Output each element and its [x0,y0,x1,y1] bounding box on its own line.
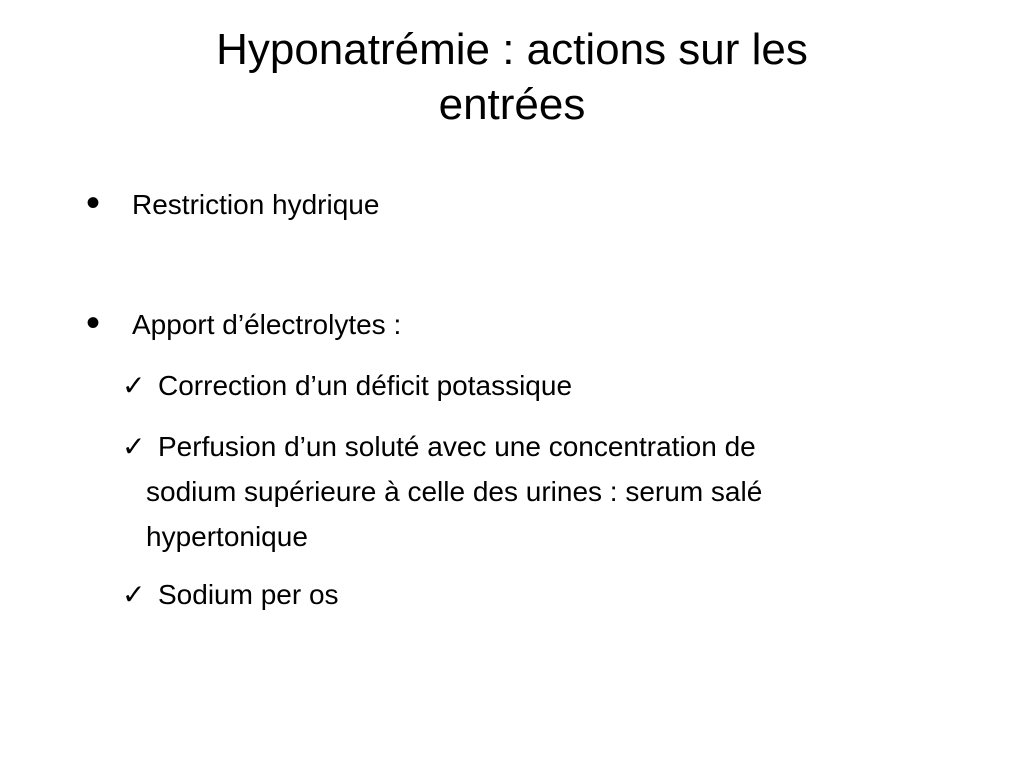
sub-item-text-line-3: hypertonique [146,521,308,552]
slide-title [112,22,912,132]
bullet-dot-icon: • [86,301,101,345]
checkmark-icon: ✓ [122,579,146,610]
bullet-text: Restriction hydrique [132,189,380,220]
sub-item-text-line-2: sodium supérieure à celle des urines : serum salé [146,476,763,507]
checkmark-icon: ✓ [122,370,146,401]
checkmark-icon: ✓ [122,431,146,462]
bullet-text: Apport d’électrolytes : [132,309,402,340]
bullet-restriction-hydrique [86,181,380,225]
sub-item-text-line-1: Perfusion d’un soluté avec une concentration de [158,431,756,462]
title-line-1: Hyponatrémie : actions sur les [216,25,808,74]
sub-item-text: Correction d’un déficit potassique [158,370,573,401]
sub-item-text: Sodium per os [158,579,339,610]
bullet-apport-electrolytes [86,301,402,345]
sub-item-perfusion-solute [122,424,972,559]
sub-item-sodium-per-os [122,573,972,617]
sub-item-correction-potassique [122,364,972,408]
title-line-2: entrées [438,80,586,129]
bullet-dot-icon: • [86,181,101,225]
